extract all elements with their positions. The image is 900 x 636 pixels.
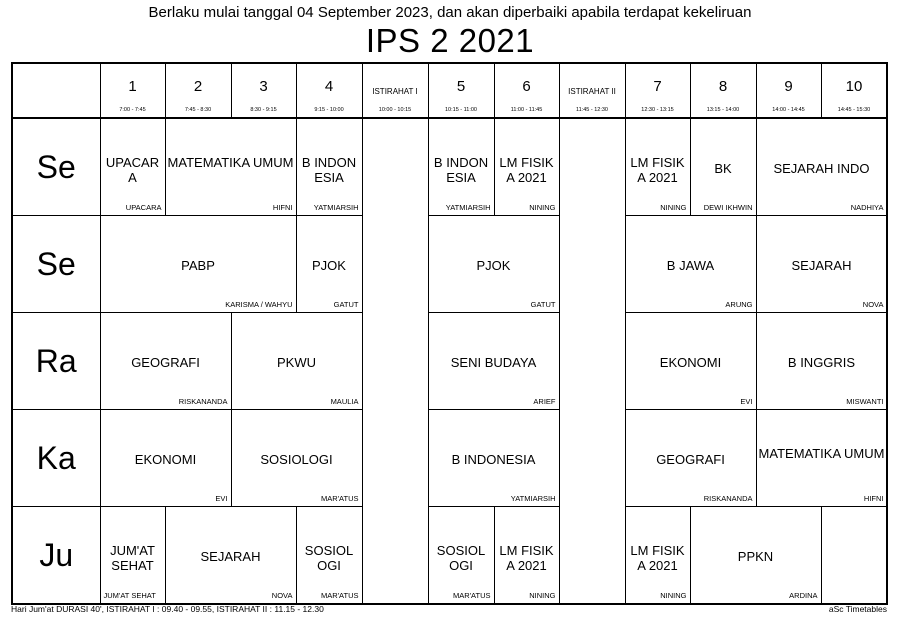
period-header: 2 7:45 - 8:30 bbox=[165, 63, 231, 118]
lesson-cell: SENI BUDAYA ARIEF bbox=[428, 313, 559, 410]
footer-note: Hari Jum'at DURASI 40', ISTIRAHAT I : 09.40 - 09.55, ISTIRAHAT II : 11.15 - 12.30 bbox=[11, 604, 324, 614]
day-label: Se bbox=[12, 118, 100, 216]
empty-cell bbox=[821, 507, 887, 605]
lesson-cell: SOSIOLOGI MAR'ATUS bbox=[231, 410, 362, 507]
lesson-cell: MATEMATIKA UMUM HIFNI bbox=[756, 410, 887, 507]
lesson-cell: B INDONESIA YATMIARSIH bbox=[428, 410, 559, 507]
period-header: 3 8:30 - 9:15 bbox=[231, 63, 296, 118]
schedule-validity-note: Berlaku mulai tanggal 04 September 2023, dan akan diperbaiki apabila terdapat kekeliruan bbox=[148, 4, 752, 21]
corner-cell bbox=[12, 63, 100, 118]
break-column bbox=[362, 118, 428, 604]
day-row bbox=[12, 118, 887, 216]
class-title: IPS 2 2021 bbox=[365, 22, 535, 59]
period-header: 5 10:15 - 11:00 bbox=[428, 63, 494, 118]
lesson-cell: SEJARAH INDO NADHIYA bbox=[756, 118, 887, 216]
lesson-cell: UPACAR A UPACARA bbox=[100, 118, 165, 216]
lesson-cell: JUM'AT SEHAT JUM'AT SEHAT bbox=[100, 507, 165, 605]
lesson-cell: SEJARAH NOVA bbox=[756, 216, 887, 313]
break-header: ISTIRAHAT II 11:45 - 12:30 bbox=[559, 63, 625, 118]
timetable bbox=[11, 62, 888, 605]
lesson-cell: GEOGRAFI RISKANANDA bbox=[625, 410, 756, 507]
day-row bbox=[12, 216, 887, 313]
break-header: ISTIRAHAT I 10:00 - 10:15 bbox=[362, 63, 428, 118]
day-label: Ra bbox=[12, 313, 100, 410]
day-row bbox=[12, 410, 887, 507]
day-label: Se bbox=[12, 216, 100, 313]
break-column bbox=[559, 118, 625, 604]
period-header: 10 14:45 - 15:30 bbox=[821, 63, 887, 118]
period-header: 7 12:30 - 13:15 bbox=[625, 63, 690, 118]
period-header: 1 7:00 - 7:45 bbox=[100, 63, 165, 118]
lesson-cell: PKWU MAULIA bbox=[231, 313, 362, 410]
day-label: Ju bbox=[12, 507, 100, 605]
period-header: 8 13:15 - 14:00 bbox=[690, 63, 756, 118]
day-label: Ka bbox=[12, 410, 100, 507]
day-row bbox=[12, 313, 887, 410]
lesson-cell: B INDON ESIA YATMIARSIH bbox=[296, 118, 362, 216]
day-row bbox=[12, 507, 887, 605]
period-header-row bbox=[12, 63, 887, 118]
lesson-cell: GEOGRAFI RISKANANDA bbox=[100, 313, 231, 410]
lesson-cell: PJOK GATUT bbox=[428, 216, 559, 313]
lesson-cell: BK DEWI IKHWIN bbox=[690, 118, 756, 216]
lesson-cell: SOSIOL OGI MAR'ATUS bbox=[428, 507, 494, 605]
lesson-cell: EKONOMI EVI bbox=[625, 313, 756, 410]
lesson-cell: PABP KARISMA / WAHYU bbox=[100, 216, 296, 313]
footer-credit: aSc Timetables bbox=[828, 604, 887, 614]
lesson-cell: LM FISIK A 2021 NINING bbox=[625, 507, 690, 605]
lesson-cell: B JAWA ARUNG bbox=[625, 216, 756, 313]
lesson-cell: EKONOMI EVI bbox=[100, 410, 231, 507]
period-header: 4 9:15 - 10:00 bbox=[296, 63, 362, 118]
lesson-cell: MATEMATIKA UMUM HIFNI bbox=[165, 118, 296, 216]
lesson-cell: LM FISIK A 2021 NINING bbox=[494, 118, 559, 216]
lesson-cell: LM FISIK A 2021 NINING bbox=[625, 118, 690, 216]
lesson-cell: B INDON ESIA YATMIARSIH bbox=[428, 118, 494, 216]
period-header: 6 11:00 - 11:45 bbox=[494, 63, 559, 118]
lesson-cell: LM FISIK A 2021 NINING bbox=[494, 507, 559, 605]
lesson-cell: SOSIOL OGI MAR'ATUS bbox=[296, 507, 362, 605]
lesson-cell: PJOK GATUT bbox=[296, 216, 362, 313]
period-header: 9 14:00 - 14:45 bbox=[756, 63, 821, 118]
lesson-cell: B INGGRIS MISWANTI bbox=[756, 313, 887, 410]
lesson-cell: SEJARAH NOVA bbox=[165, 507, 296, 605]
lesson-cell: PPKN ARDINA bbox=[690, 507, 821, 605]
